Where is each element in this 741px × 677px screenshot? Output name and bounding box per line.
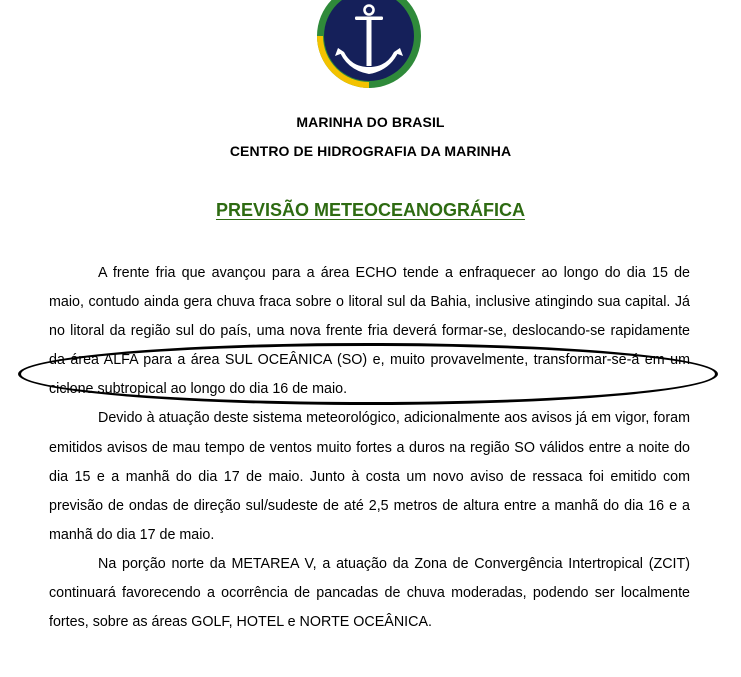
paragraph: Devido à atuação deste sistema meteorológico, adicionalmente aos avisos já em vigor, foram emitidos avisos de mau tempo de ventos muito fortes a duros na região SO válidos entre a noite do dia 15 e a manhã do dia 17 de maio. Junto à costa um novo aviso de ressaca foi emitido com previsão de ondas de direção sul/sudeste de até 2,5 metros de altura entre a manhã do dia 16 e a manhã do dia 17 de maio.: [49, 410, 690, 543]
document-body: [49, 259, 690, 637]
department-name: CENTRO DE HIDROGRAFIA DA MARINHA: [229, 143, 512, 159]
navy-emblem: [316, 0, 422, 88]
organization-name: MARINHA DO BRASIL: [296, 114, 445, 130]
paragraph: A frente fria que avançou para a área ECHO tende a enfraquecer ao longo do dia 15 de maio, contudo ainda gera chuva fraca sobre o litoral sul da Bahia, inclusive atingindo sua capital. Já no litoral da região sul do país, uma nova frente fria deverá formar-se, deslocando-se rapidamente da área ALFA para a área SUL OCEÂNICA (SO) e, muito provavelmente, transformar-se-á em um ciclone subtropical ao longo do dia 16 de maio.: [49, 265, 690, 398]
document-title: PREVISÃO METEOCEANOGRÁFICA: [215, 200, 526, 220]
paragraph: Na porção norte da METAREA V, a atuação da Zona de Convergência Intertropical (ZCIT) continuará favorecendo a ocorrência de pancadas de chuva moderadas, podendo ser localmente fortes, sobre as áreas GOLF, HOTEL e NORTE OCEÂNICA.: [49, 555, 690, 631]
